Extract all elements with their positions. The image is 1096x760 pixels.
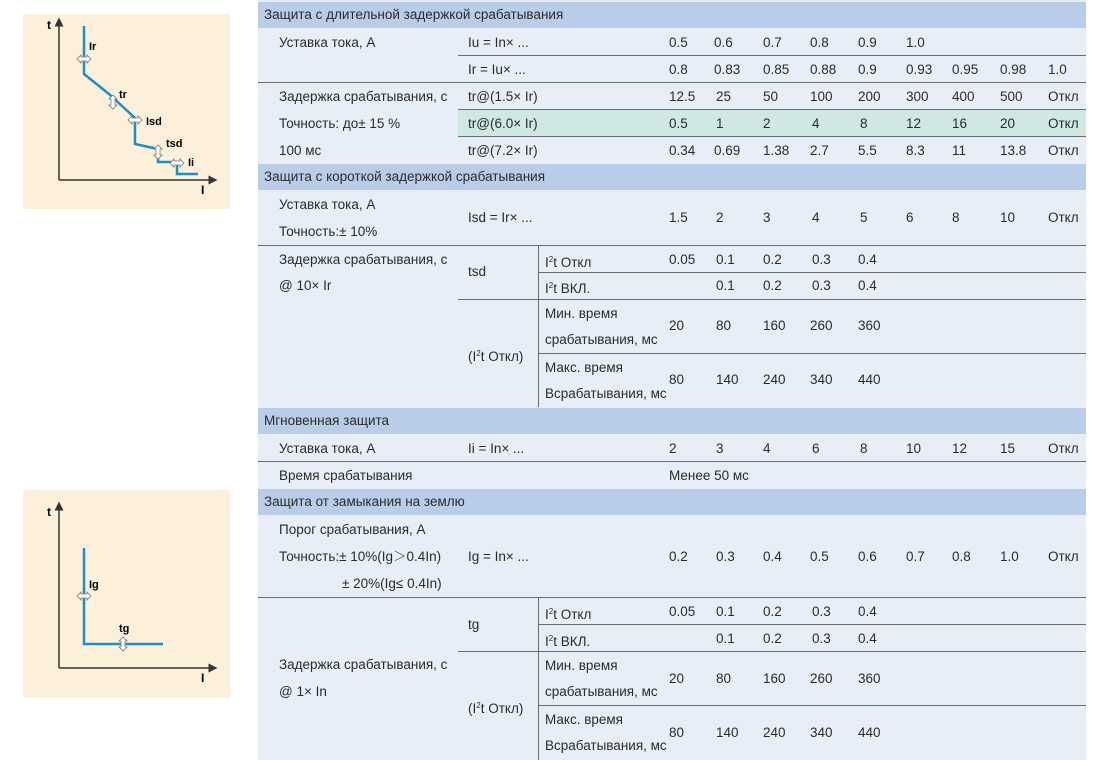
i2t-on-value: 0.1: [716, 631, 735, 646]
iu-value: 1.0: [906, 35, 925, 50]
tr60-value: 4: [812, 116, 820, 131]
isd-formula: Isd = Ir× ...: [468, 210, 533, 225]
section-header-short-delay: Защита с короткой задержкой срабатывания: [258, 164, 1086, 190]
delay-label: Задержка срабатывания, с: [279, 657, 448, 672]
min-time-label-line1: Мин. время: [545, 306, 618, 321]
highlight-row-band: [458, 110, 1086, 136]
ig-value: 0.7: [906, 549, 925, 564]
ig-value: 1.0: [1000, 549, 1019, 564]
min-time-value: 260: [810, 671, 833, 686]
tr60-value: 16: [952, 116, 968, 131]
max-time-label-line2: Всрабатывания, мс: [545, 386, 667, 401]
tr-label: tr: [119, 89, 127, 101]
ii-formula: Ii = In× ...: [468, 441, 525, 456]
iu-value: 0.5: [669, 35, 688, 50]
tr15-value: 100: [810, 89, 833, 104]
ir-value: 0.9: [858, 62, 877, 77]
trip-time-value: Менее 50 мс: [669, 468, 749, 483]
min-time-value: 80: [716, 318, 732, 333]
tr72-formula: tr@(7.2× Ir): [468, 143, 538, 158]
i2t-off-value: 0.05: [669, 252, 696, 267]
tr72-value: 13.8: [1000, 143, 1027, 158]
i2t-off-value: 0.4: [858, 604, 877, 619]
isd-label: Isd: [146, 116, 162, 128]
isd-value: 5: [860, 210, 868, 225]
max-time-value: 240: [763, 372, 786, 387]
protection-settings-table: [258, 0, 1086, 760]
i2t-on-value: 0.4: [858, 631, 877, 646]
i2t-on-value: 0.3: [812, 631, 831, 646]
min-time-label-line2: срабатывания, мс: [545, 684, 658, 699]
i2t-off-value: 0.3: [812, 604, 831, 619]
i2t-off-value: 0.2: [763, 252, 782, 267]
section-header-instant: Мгновенная защита: [258, 408, 1086, 434]
min-time-label-line1: Мин. время: [545, 658, 618, 673]
ig-value: 0.2: [669, 549, 688, 564]
iu-value: 0.7: [763, 35, 782, 50]
ig-value: 0.8: [952, 549, 971, 564]
ii-value: 8: [860, 441, 868, 456]
delay-label: Задержка срабатывания, с: [279, 252, 448, 267]
isd-value: 3: [763, 210, 771, 225]
max-time-value: 440: [858, 725, 881, 740]
tsd-label: tsd: [166, 138, 183, 150]
min-time-value: 260: [810, 318, 833, 333]
trip-curve-diagram-ground: [23, 490, 230, 698]
ig-value: Откл: [1048, 549, 1079, 564]
tr72-value: Откл: [1048, 143, 1079, 158]
i2t-on-value: 0.1: [716, 278, 735, 293]
isd-value: 6: [906, 210, 914, 225]
max-time-value: 340: [810, 372, 833, 387]
ir-value: 0.98: [1000, 62, 1027, 77]
ms-label: 100 мс: [279, 143, 322, 158]
tr15-value: 500: [1000, 89, 1023, 104]
isd-value: 8: [952, 210, 960, 225]
current-setting-label: Уставка тока, А: [279, 197, 376, 212]
ig-value: 0.5: [810, 549, 829, 564]
i2t-off-value: 0.1: [716, 604, 735, 619]
isd-value: 1.5: [669, 210, 688, 225]
tr72-value: 2.7: [810, 143, 829, 158]
min-time-value: 360: [858, 671, 881, 686]
current-setting-label: Уставка тока, А: [279, 35, 376, 50]
ii-value: 15: [1000, 441, 1016, 456]
ii-value: 4: [763, 441, 771, 456]
ig-formula: Ig = In× ...: [468, 549, 529, 564]
ir-value: 0.95: [952, 62, 979, 77]
ig-label: Ig: [89, 579, 99, 591]
axis-t-label: t: [47, 505, 51, 519]
isd-value: Откл: [1048, 210, 1079, 225]
tg-label: tg: [119, 623, 130, 635]
tr72-value: 11: [952, 143, 967, 158]
i2t-group-label: ($I^2t$ Откл): [468, 349, 524, 364]
tr15-value: 25: [716, 89, 732, 104]
i2t-on-label: $I^2t$ ВКЛ.: [545, 281, 591, 296]
min-time-label-line2: срабатывания, мс: [545, 332, 658, 347]
ii-value: 3: [716, 441, 724, 456]
tr72-value: 0.69: [714, 143, 741, 158]
ii-value: 10: [906, 441, 922, 456]
delay-label: Задержка срабатывания, с: [279, 89, 448, 104]
ig-value: 0.3: [716, 549, 735, 564]
accuracy-label-1: Точность:± 10%(Ig＞0.4In): [279, 549, 442, 564]
trip-curve-diagram-lsi: [23, 14, 230, 209]
max-time-label-line1: Макс. время: [545, 360, 623, 375]
i2t-off-value: 0.1: [716, 252, 735, 267]
max-time-value: 440: [858, 372, 881, 387]
tr15-value: 200: [858, 89, 881, 104]
tsd-label: tsd: [468, 264, 487, 279]
ig-value: 0.6: [858, 549, 877, 564]
max-time-value: 340: [810, 725, 833, 740]
ii-label: Ii: [188, 157, 195, 169]
accuracy-label-2: ± 20%(Ig≤ 0.4In): [342, 576, 442, 591]
i2t-group-label: ($I^2t$ Откл): [468, 701, 524, 716]
tr15-value: 12.5: [669, 89, 696, 104]
section-header-long-delay: Защита с длительной задержкой срабатывания: [258, 2, 1086, 28]
tr-adjust-arrow-icon: [109, 95, 117, 109]
delay-at-label: @ 1× In: [279, 684, 327, 699]
ir-value: 0.83: [714, 62, 741, 77]
max-time-value: 140: [716, 725, 739, 740]
max-time-value: 80: [669, 725, 685, 740]
min-time-value: 160: [763, 318, 786, 333]
i2t-off-value: 0.4: [858, 252, 877, 267]
tr60-value: 8: [860, 116, 868, 131]
axis-t-label: t: [47, 18, 51, 32]
accuracy-label: Точность:± 10%: [279, 224, 378, 239]
ii-value: 2: [669, 441, 677, 456]
iu-value: 0.8: [810, 35, 829, 50]
max-time-value: 80: [669, 372, 685, 387]
ii-value: 6: [812, 441, 820, 456]
i2t-on-value: 0.4: [858, 278, 877, 293]
tr60-value: 1: [716, 116, 724, 131]
i2t-on-value: 0.2: [763, 631, 782, 646]
column-divider: [538, 652, 539, 760]
min-time-value: 80: [716, 671, 732, 686]
ii-value: Откл: [1048, 441, 1079, 456]
ir-value: 0.8: [669, 62, 688, 77]
axis-i-label: I: [201, 183, 205, 197]
ir-value: 1.0: [1048, 62, 1067, 77]
ir-value: 0.85: [763, 62, 790, 77]
trip-curve: [84, 26, 198, 174]
ig-value: 0.4: [763, 549, 782, 564]
min-time-value: 160: [763, 671, 786, 686]
i2t-off-value: 0.3: [812, 252, 831, 267]
tr60-formula: tr@(6.0× Ir): [468, 116, 538, 131]
tr15-formula: tr@(1.5× Ir): [468, 89, 538, 104]
trip-time-label: Время срабатывания: [279, 468, 413, 483]
iu-value: 0.6: [714, 35, 733, 50]
ii-value: 12: [952, 441, 968, 456]
tg-label: tg: [468, 617, 480, 632]
ir-value: 0.88: [810, 62, 837, 77]
tsd-adjust-arrow-icon: [154, 145, 162, 159]
tr60-value: Откл: [1048, 116, 1079, 131]
i2t-off-label: $I^2t$ Откл: [545, 607, 592, 622]
accuracy-label: Точность: до± 15 %: [279, 116, 401, 131]
delay-at-label: @ 10× Ir: [279, 278, 332, 293]
i2t-off-value: 0.2: [763, 604, 782, 619]
current-setting-label: Уставка тока, А: [279, 441, 376, 456]
tr72-value: 5.5: [858, 143, 877, 158]
tr60-value: 20: [1000, 116, 1016, 131]
i2t-off-label: $I^2t$ Откл: [545, 255, 592, 270]
i2t-on-value: 0.2: [763, 278, 782, 293]
ir-formula: Ir = Iu× ...: [468, 62, 526, 77]
tr15-value: 50: [763, 89, 779, 104]
tr15-value: 400: [952, 89, 975, 104]
max-time-label-line2: Всрабатывания, мс: [545, 738, 667, 753]
threshold-label: Порог срабатывания, А: [279, 522, 426, 537]
max-time-label-line1: Макс. время: [545, 712, 623, 727]
ir-value: 0.93: [906, 62, 933, 77]
tr15-value: Откл: [1048, 89, 1079, 104]
iu-formula: Iu = In× ...: [468, 35, 529, 50]
isd-value: 2: [716, 210, 724, 225]
tr72-value: 1.38: [763, 143, 790, 158]
tr72-value: 0.34: [669, 143, 696, 158]
tr60-value: 0.5: [669, 116, 688, 131]
isd-value: 4: [812, 210, 820, 225]
max-time-value: 240: [763, 725, 786, 740]
i2t-on-label: $I^2t$ ВКЛ.: [545, 634, 591, 649]
tr60-value: 12: [906, 116, 922, 131]
axis-i-label: I: [201, 671, 205, 685]
max-time-value: 140: [716, 372, 739, 387]
min-time-value: 360: [858, 318, 881, 333]
min-time-value: 20: [669, 318, 685, 333]
iu-value: 0.9: [858, 35, 877, 50]
ir-label: Ir: [89, 41, 97, 53]
tr60-value: 2: [763, 116, 771, 131]
tr15-value: 300: [906, 89, 929, 104]
section-header-ground-fault: Защита от замыкания на землю: [258, 489, 1086, 515]
min-time-value: 20: [669, 671, 685, 686]
i2t-on-value: 0.3: [812, 278, 831, 293]
i2t-off-value: 0.05: [669, 604, 696, 619]
tr72-value: 8.3: [906, 143, 925, 158]
isd-value: 10: [1000, 210, 1016, 225]
